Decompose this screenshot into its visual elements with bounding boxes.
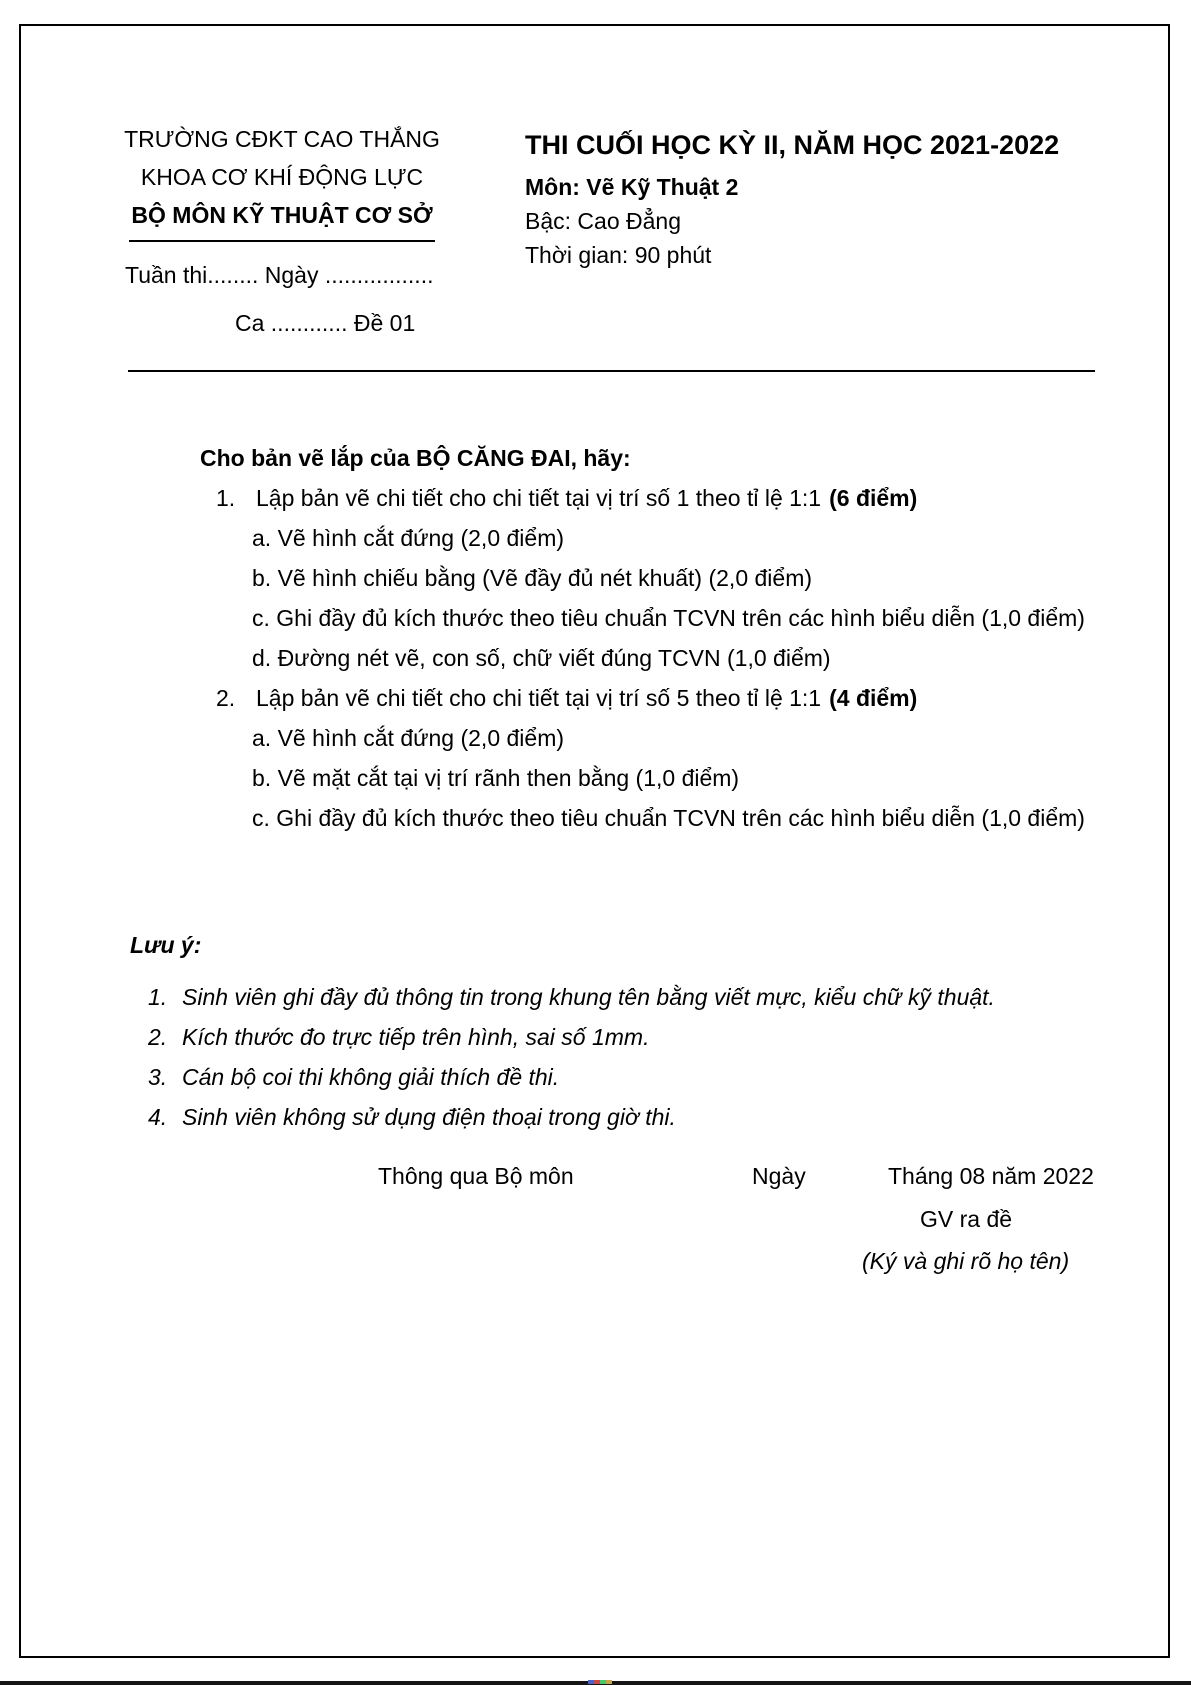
note-4-number: 4. — [148, 1104, 168, 1130]
note-4-text: Sinh viên không sử dụng điện thoại trong giờ thi. — [182, 1104, 676, 1130]
faculty-name: KHOA CƠ KHÍ ĐỘNG LỰC — [140, 164, 424, 190]
subject-line: Môn: Vẽ Kỹ Thuật 2 — [525, 174, 739, 200]
note-2-number: 2. — [148, 1024, 168, 1050]
notes-section — [130, 925, 1110, 1137]
question-2-number: 2. — [216, 685, 236, 711]
duration-line: Thời gian: 90 phút — [525, 242, 712, 268]
note-2-text: Kích thước đo trực tiếp trên hình, sai số 1mm. — [182, 1024, 650, 1050]
school-name: TRƯỜNG CĐKT CAO THẮNG — [124, 126, 440, 152]
color-artifact-mark — [588, 1680, 612, 1684]
question-1-sub-b: b. Vẽ hình chiếu bằng (Vẽ đầy đủ nét khuất) (2,0 điểm) — [252, 565, 813, 591]
note-3-text: Cán bộ coi thi không giải thích đề thi. — [182, 1064, 560, 1090]
question-1-sub-a: a. Vẽ hình cắt đứng (2,0 điểm) — [252, 525, 565, 551]
department-name-underlined: BỘ MÔN KỸ THUẬT CƠ SỞ — [129, 196, 434, 242]
question-1-number: 1. — [216, 485, 236, 511]
artifact-dot-yellow — [606, 1680, 612, 1684]
question-1 — [200, 478, 1140, 518]
note-item-2 — [130, 1017, 1110, 1057]
note-item-1 — [130, 977, 1110, 1017]
notes-title: Lưu ý: — [130, 932, 202, 958]
exam-intro: Cho bản vẽ lắp của BỘ CĂNG ĐAI, hãy: — [200, 445, 631, 471]
exam-week-date-line: Tuần thi........ Ngày ................. — [125, 262, 434, 288]
question-2-points: (4 điểm) — [829, 685, 918, 711]
note-1-text: Sinh viên ghi đầy đủ thông tin trong khung tên bằng viết mực, kiểu chữ kỹ thuật. — [182, 984, 995, 1010]
question-2-text: Lập bản vẽ chi tiết cho chi tiết tại vị trí số 5 theo tỉ lệ 1:1 — [256, 685, 822, 711]
question-2 — [200, 678, 1140, 718]
note-1-number: 1. — [148, 984, 168, 1010]
question-1-sub-c: c. Ghi đầy đủ kích thước theo tiêu chuẩn TCVN trên các hình biểu diễn (1,0 điểm) — [252, 605, 1085, 631]
signature-month-year: Tháng 08 năm 2022 — [888, 1163, 1094, 1189]
level-line: Bậc: Cao Đẳng — [525, 208, 681, 234]
note-3-number: 3. — [148, 1064, 168, 1090]
header-divider — [128, 370, 1095, 372]
question-1-text: Lập bản vẽ chi tiết cho chi tiết tại vị trí số 1 theo tỉ lệ 1:1 — [256, 485, 822, 511]
exam-title: THI CUỐI HỌC KỲ II, NĂM HỌC 2021-2022 — [525, 130, 1060, 160]
signature-examiner-label: GV ra đề — [920, 1206, 1013, 1232]
exam-header-block — [525, 128, 1059, 272]
question-1-points: (6 điểm) — [829, 485, 918, 511]
question-2-sub-c: c. Ghi đầy đủ kích thước theo tiêu chuẩn TCVN trên các hình biểu diễn (1,0 điểm) — [252, 805, 1085, 831]
question-2-sub-a: a. Vẽ hình cắt đứng (2,0 điểm) — [252, 725, 565, 751]
school-header-block — [112, 120, 452, 242]
exam-body — [200, 438, 1140, 838]
signature-sign-instruction: (Ký và ghi rõ họ tên) — [862, 1248, 1070, 1274]
note-item-3 — [130, 1057, 1110, 1097]
question-1-sub-d: d. Đường nét vẽ, con số, chữ viết đúng TCVN (1,0 điểm) — [252, 645, 831, 671]
question-2-sub-b: b. Vẽ mặt cắt tại vị trí rãnh then bằng (1,0 điểm) — [252, 765, 740, 791]
department-name — [112, 196, 452, 242]
signature-day-label: Ngày — [752, 1163, 806, 1189]
note-item-4 — [130, 1097, 1110, 1137]
exam-session-line: Ca ............ Đề 01 — [235, 310, 416, 336]
signature-approved-by: Thông qua Bộ môn — [378, 1163, 574, 1189]
